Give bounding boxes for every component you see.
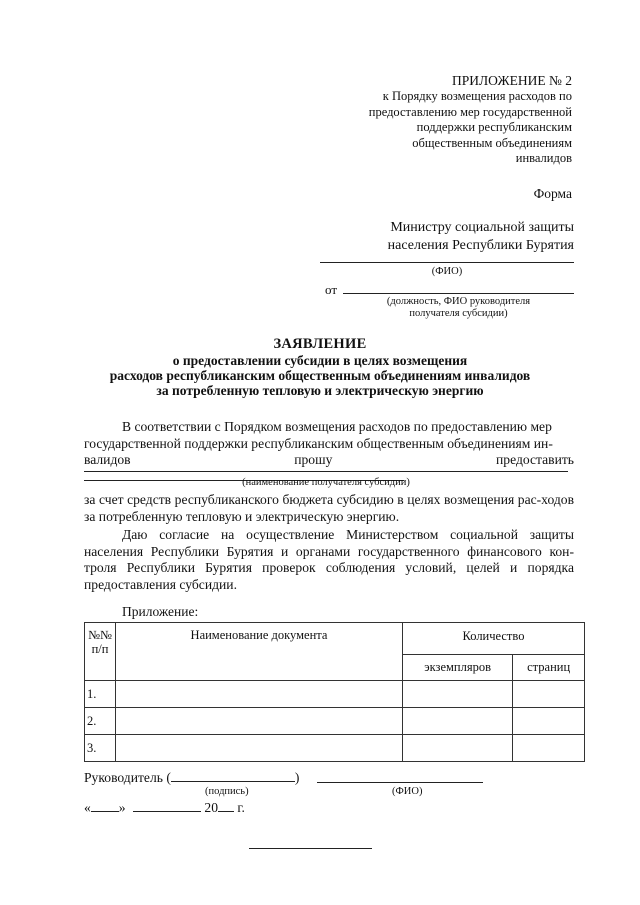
date-open-quote: « [84, 800, 91, 815]
heading-line: о предоставлении субсидии в целях возмещения [172, 353, 468, 368]
row-number: 1. [85, 681, 116, 708]
pages-cell[interactable] [513, 735, 585, 762]
footer-divider [249, 848, 372, 849]
attachment-label: Приложение: [122, 604, 199, 619]
director-label: Руководитель ( [84, 770, 171, 785]
date-row [84, 800, 245, 816]
applicant-caption-line: получателя субсидии) [409, 308, 508, 319]
addressee-line: Министру социальной защиты [390, 220, 574, 235]
addressee-line: населения Республики Бурятия [387, 238, 574, 253]
recipient-caption: (наименование получателя субсидии) [242, 477, 410, 488]
copies-cell[interactable] [403, 708, 513, 735]
header-copies: экземпляров [403, 655, 513, 681]
director-fio-field[interactable] [317, 782, 483, 783]
appendix-title: ПРИЛОЖЕНИЕ № 2 [451, 73, 572, 88]
request-paragraph [84, 419, 574, 485]
date-month-field[interactable] [133, 811, 201, 812]
table-row [85, 735, 585, 762]
applicant-caption-line: (должность, ФИО руководителя [386, 296, 531, 307]
table-header-row [85, 623, 585, 655]
minister-fio-field[interactable] [320, 262, 574, 263]
date-day-field[interactable] [91, 811, 119, 812]
appendix-line: к Порядку возмещения расходов по [382, 89, 572, 103]
from-label: от [325, 282, 338, 297]
header-num: №№ п/п [85, 623, 116, 681]
signature-caption: (подпись) [205, 786, 249, 797]
appendix-line: инвалидов [515, 151, 572, 165]
document-name-cell[interactable] [116, 735, 403, 762]
date-year-suffix: г. [237, 800, 245, 815]
paragraph-line: государственной поддержки республиканским общественным объединениям ин- [84, 435, 553, 451]
copies-cell[interactable] [403, 735, 513, 762]
heading-line: за потребленную тепловую и электрическую энергию [156, 383, 484, 398]
row-number: 2. [85, 708, 116, 735]
paragraph-line: В соответствии с Порядком возмещения расходов по предоставлению мер [122, 419, 552, 434]
signature-row [84, 770, 299, 786]
row-number: 3. [85, 735, 116, 762]
addressee-block [320, 219, 574, 255]
table-row [85, 708, 585, 735]
document-name-cell[interactable] [116, 708, 403, 735]
copies-cell[interactable] [403, 681, 513, 708]
paragraph-text: валидов прошу предоставить [84, 452, 574, 467]
header-quantity: Количество [403, 623, 585, 655]
signature-field[interactable] [171, 781, 295, 782]
recipient-name-field-continued[interactable] [84, 471, 568, 472]
pages-cell[interactable] [513, 708, 585, 735]
funding-paragraph: за счет средств республиканского бюджета субсидию в целях возмещения рас-ходов за потребленную тепловую и электрическую энергию. [84, 492, 574, 524]
document-title: ЗАЯВЛЕНИЕ [273, 336, 367, 352]
table-row [85, 681, 585, 708]
signature-close: ) [294, 770, 300, 785]
attachment-table [84, 622, 585, 762]
consent-paragraph: Даю согласие на осуществление Министерством социальной защиты населения Республики Бурятия и органами государственного финансового кон-троля Республики Бурятия проверок соблюдения условий, целей и порядка предоставления субсидии. [84, 527, 574, 592]
appendix-line: предоставлению мер государственной [368, 104, 572, 119]
document-name-cell[interactable] [116, 681, 403, 708]
document-heading [90, 336, 550, 398]
appendix-line: поддержки республиканским [416, 120, 572, 134]
appendix-line: общественным объединениям [412, 135, 572, 150]
pages-cell[interactable] [513, 681, 585, 708]
appendix-header [369, 72, 572, 167]
minister-fio-caption: (ФИО) [431, 266, 463, 277]
date-year-field[interactable] [218, 811, 234, 812]
form-label: Форма [533, 186, 572, 201]
date-close-quote: » [118, 800, 126, 815]
heading-line: расходов республиканским общественным объединениям инвалидов [109, 368, 531, 383]
date-year-prefix: 20 [204, 800, 218, 815]
header-pages: страниц [513, 655, 585, 681]
applicant-field[interactable] [343, 293, 574, 294]
header-document-name: Наименование документа [116, 623, 403, 681]
applicant-caption [343, 296, 574, 320]
director-fio-caption: (ФИО) [392, 786, 423, 797]
